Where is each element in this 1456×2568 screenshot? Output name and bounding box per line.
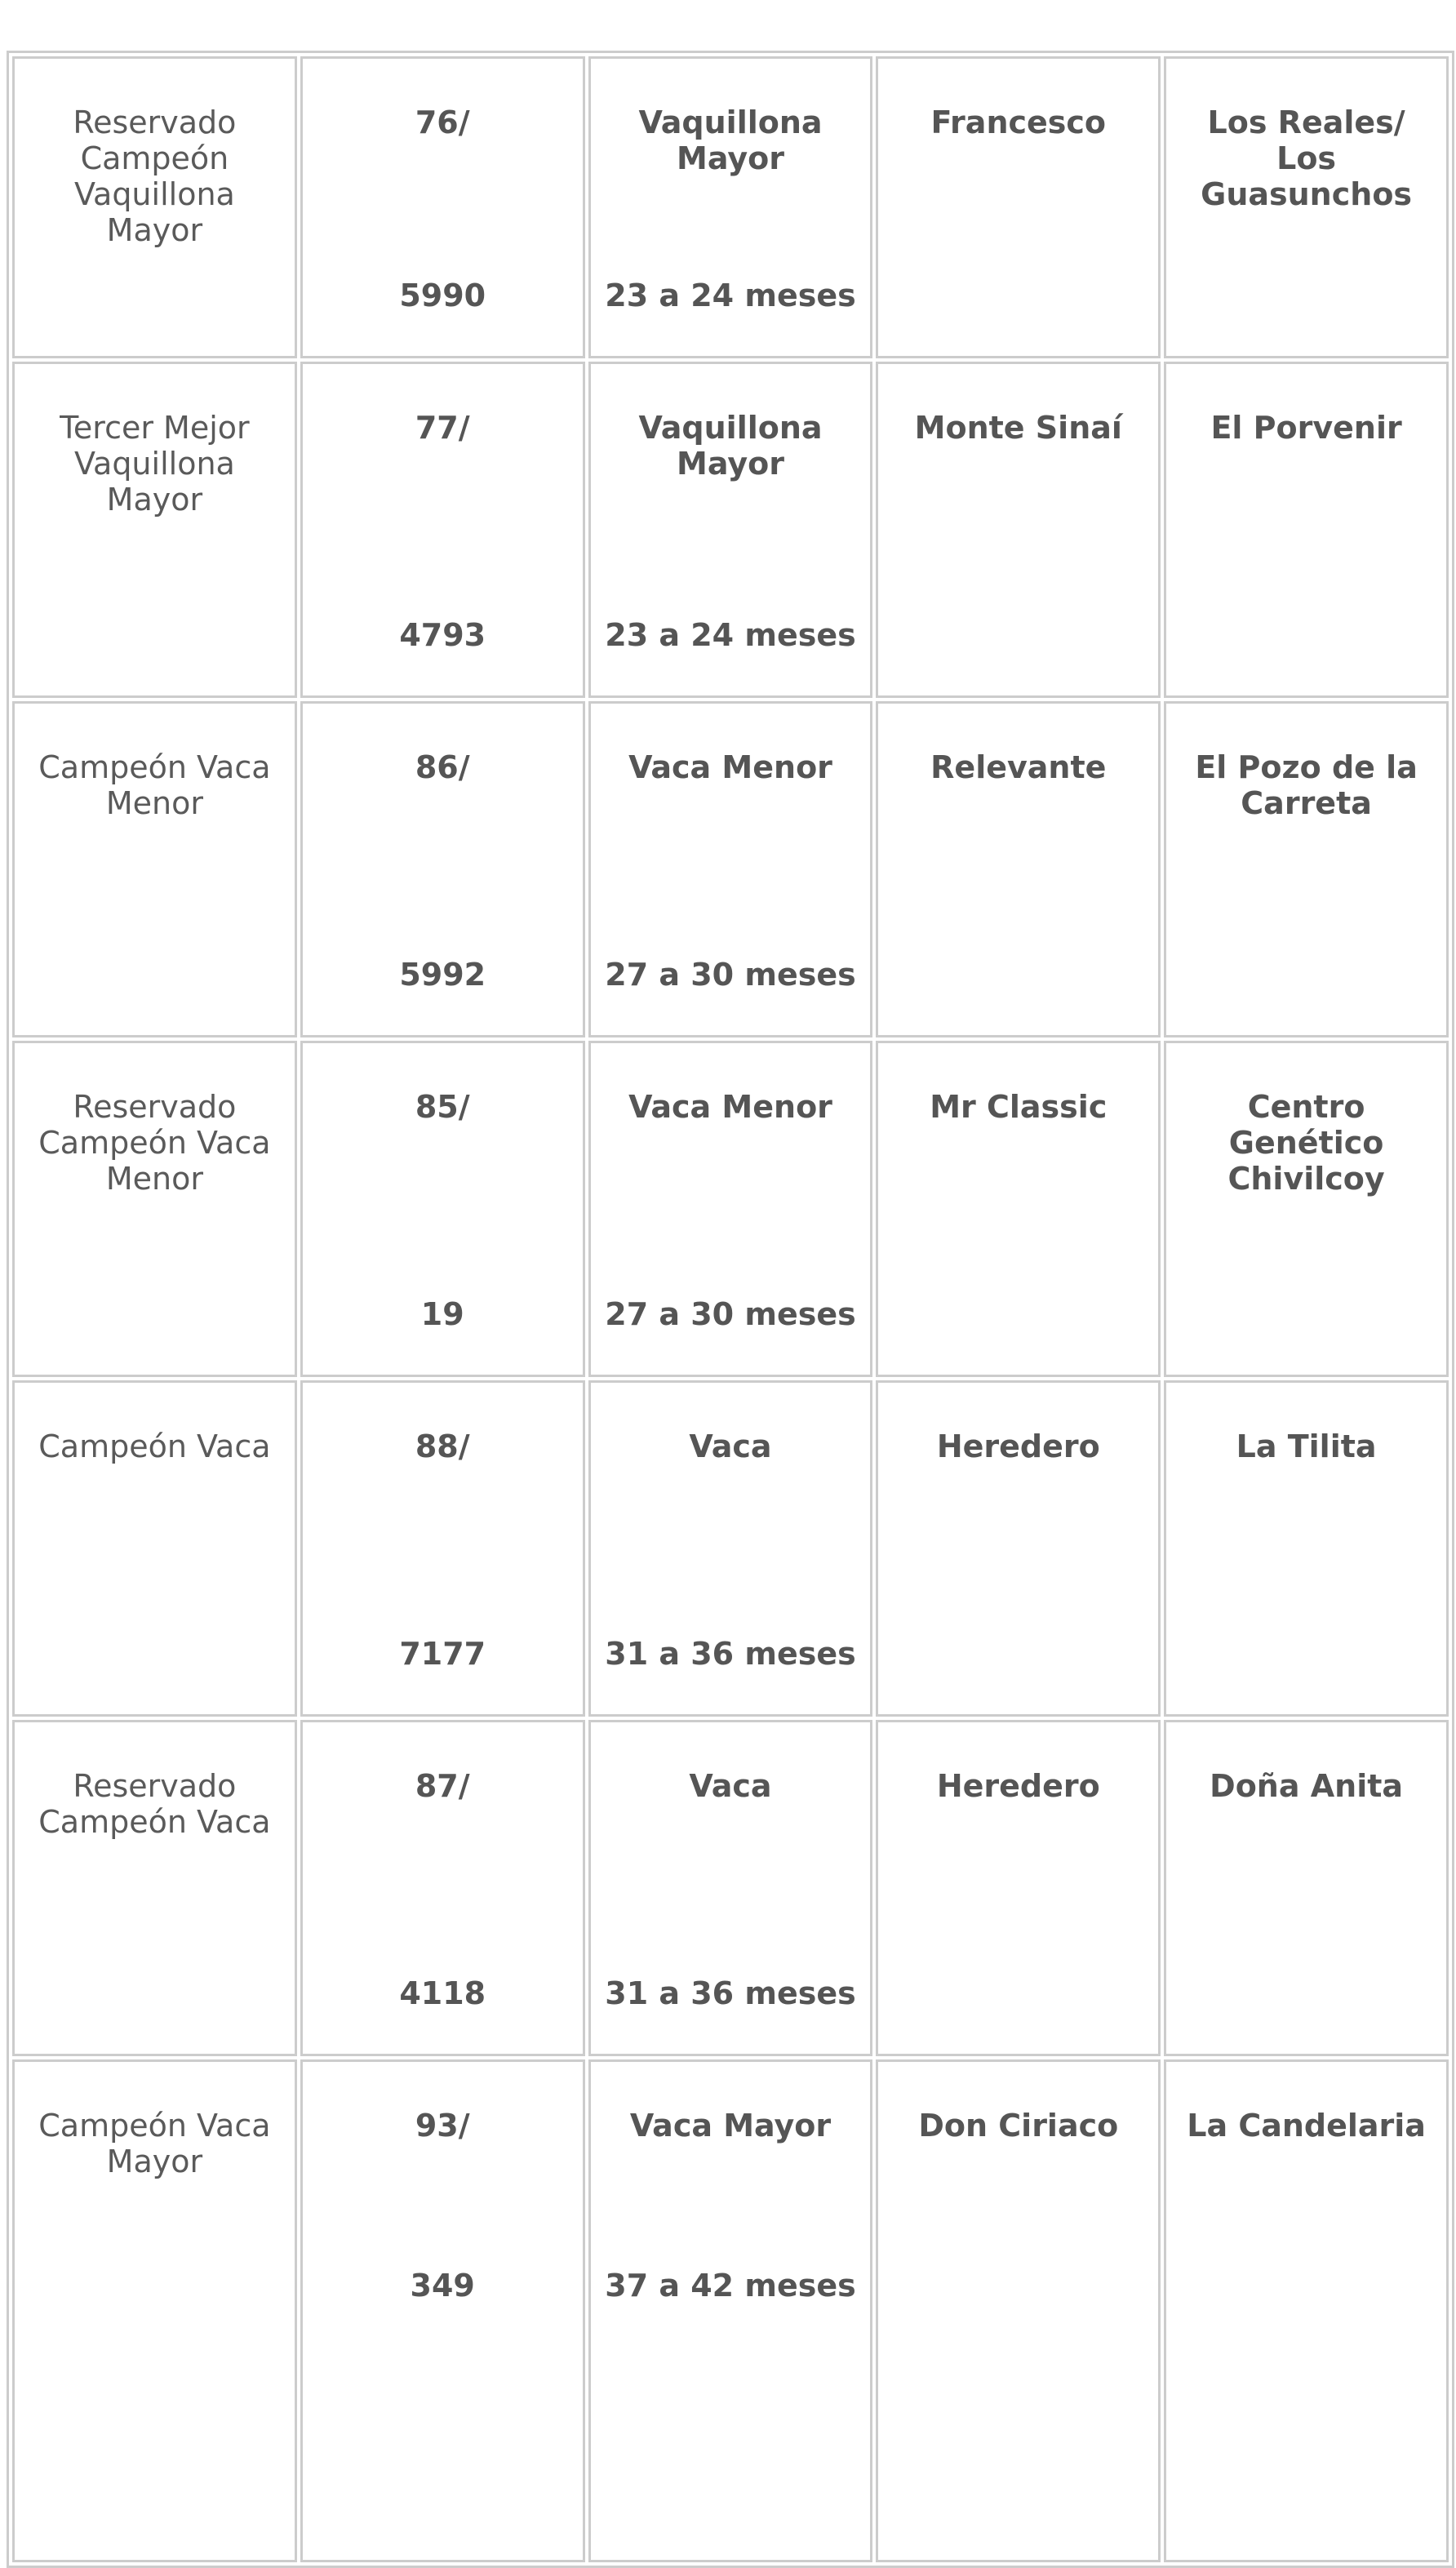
table-row [12, 2059, 1449, 2562]
category-cell [588, 1041, 873, 1377]
table-row [12, 362, 1449, 698]
number-cell [300, 1720, 585, 2056]
breeder-name: Doña Anita [1210, 1768, 1404, 1804]
breeder-cell [1164, 1380, 1449, 1717]
table-row [12, 56, 1449, 358]
number-cell [300, 56, 585, 358]
age-text: 23 a 24 meses [605, 617, 856, 653]
rp-number: 19 [420, 1296, 464, 1332]
award-cell [12, 1041, 297, 1377]
breeder-name: Los Reales/ Los Guasunchos [1201, 104, 1413, 212]
results-table [7, 51, 1454, 2568]
table-row [12, 701, 1449, 1037]
category-cell [588, 2059, 873, 2562]
number-cell [300, 1380, 585, 1717]
lot-number: 77/ [415, 410, 470, 446]
number-cell [300, 362, 585, 698]
breeder-name: El Pozo de la Carreta [1195, 749, 1418, 821]
breeder-cell [1164, 1720, 1449, 2056]
age-text: 31 a 36 meses [605, 1975, 856, 2011]
award-text: Reservado Campeón Vaquillona Mayor [73, 104, 237, 248]
award-text: Reservado Campeón Vaca [38, 1768, 271, 1840]
sire-cell [876, 362, 1161, 698]
breeder-name: La Candelaria [1187, 2108, 1426, 2144]
age-text: 37 a 42 meses [605, 2268, 856, 2304]
lot-number: 76/ [415, 104, 470, 140]
table-row [12, 1041, 1449, 1377]
age-text: 31 a 36 meses [605, 1636, 856, 1672]
sire-name: Relevante [930, 749, 1107, 785]
sire-cell [876, 701, 1161, 1037]
sire-name: Don Ciriaco [918, 2108, 1119, 2144]
lot-number: 87/ [415, 1768, 470, 1804]
award-text: Reservado Campeón Vaca Menor [38, 1089, 271, 1197]
category-cell [588, 1720, 873, 2056]
category-text: Vaca [689, 1768, 772, 1804]
award-cell [12, 362, 297, 698]
sire-cell [876, 56, 1161, 358]
rp-number: 349 [410, 2268, 475, 2304]
breeder-cell [1164, 1041, 1449, 1377]
lot-number: 88/ [415, 1428, 470, 1464]
lot-number: 85/ [415, 1089, 470, 1125]
award-cell [12, 1380, 297, 1717]
category-text: Vaca [689, 1428, 772, 1464]
award-text: Campeón Vaca [38, 1428, 271, 1464]
breeder-cell [1164, 701, 1449, 1037]
sire-cell [876, 1041, 1161, 1377]
rp-number: 4793 [399, 617, 486, 653]
lot-number: 86/ [415, 749, 470, 785]
category-text: Vaca Menor [628, 1089, 832, 1125]
breeder-cell [1164, 362, 1449, 698]
sire-name: Monte Sinaí [914, 410, 1122, 446]
category-cell [588, 701, 873, 1037]
category-text: Vaca Mayor [629, 2108, 832, 2144]
sire-name: Heredero [936, 1428, 1100, 1464]
award-text: Campeón Vaca Menor [38, 749, 271, 821]
breeder-name: Centro Genético Chivilcoy [1227, 1089, 1385, 1197]
age-text: 27 a 30 meses [605, 957, 856, 993]
award-cell [12, 2059, 297, 2562]
rp-number: 5990 [399, 278, 486, 313]
rp-number: 4118 [399, 1975, 486, 2011]
age-text: 23 a 24 meses [605, 278, 856, 313]
category-text: Vaquillona Mayor [638, 104, 823, 176]
sire-name: Francesco [930, 104, 1107, 140]
award-text: Campeón Vaca Mayor [38, 2108, 271, 2179]
award-text: Tercer Mejor Vaquillona Mayor [60, 410, 250, 518]
table-row [12, 1380, 1449, 1717]
breeder-name: El Porvenir [1210, 410, 1402, 446]
breeder-cell [1164, 56, 1449, 358]
category-text: Vaca Menor [628, 749, 832, 785]
age-text: 27 a 30 meses [605, 1296, 856, 1332]
lot-number: 93/ [415, 2108, 470, 2144]
number-cell [300, 701, 585, 1037]
category-cell [588, 362, 873, 698]
sire-name: Mr Classic [930, 1089, 1108, 1125]
sire-name: Heredero [936, 1768, 1100, 1804]
breeder-name: La Tilita [1236, 1428, 1377, 1464]
category-cell [588, 56, 873, 358]
category-cell [588, 1380, 873, 1717]
sire-cell [876, 1720, 1161, 2056]
category-text: Vaquillona Mayor [638, 410, 823, 482]
award-cell [12, 1720, 297, 2056]
award-cell [12, 701, 297, 1037]
table-row [12, 1720, 1449, 2056]
award-cell [12, 56, 297, 358]
rp-number: 5992 [399, 957, 486, 993]
number-cell [300, 2059, 585, 2562]
rp-number: 7177 [399, 1636, 486, 1672]
sire-cell [876, 2059, 1161, 2562]
number-cell [300, 1041, 585, 1377]
sire-cell [876, 1380, 1161, 1717]
breeder-cell [1164, 2059, 1449, 2562]
